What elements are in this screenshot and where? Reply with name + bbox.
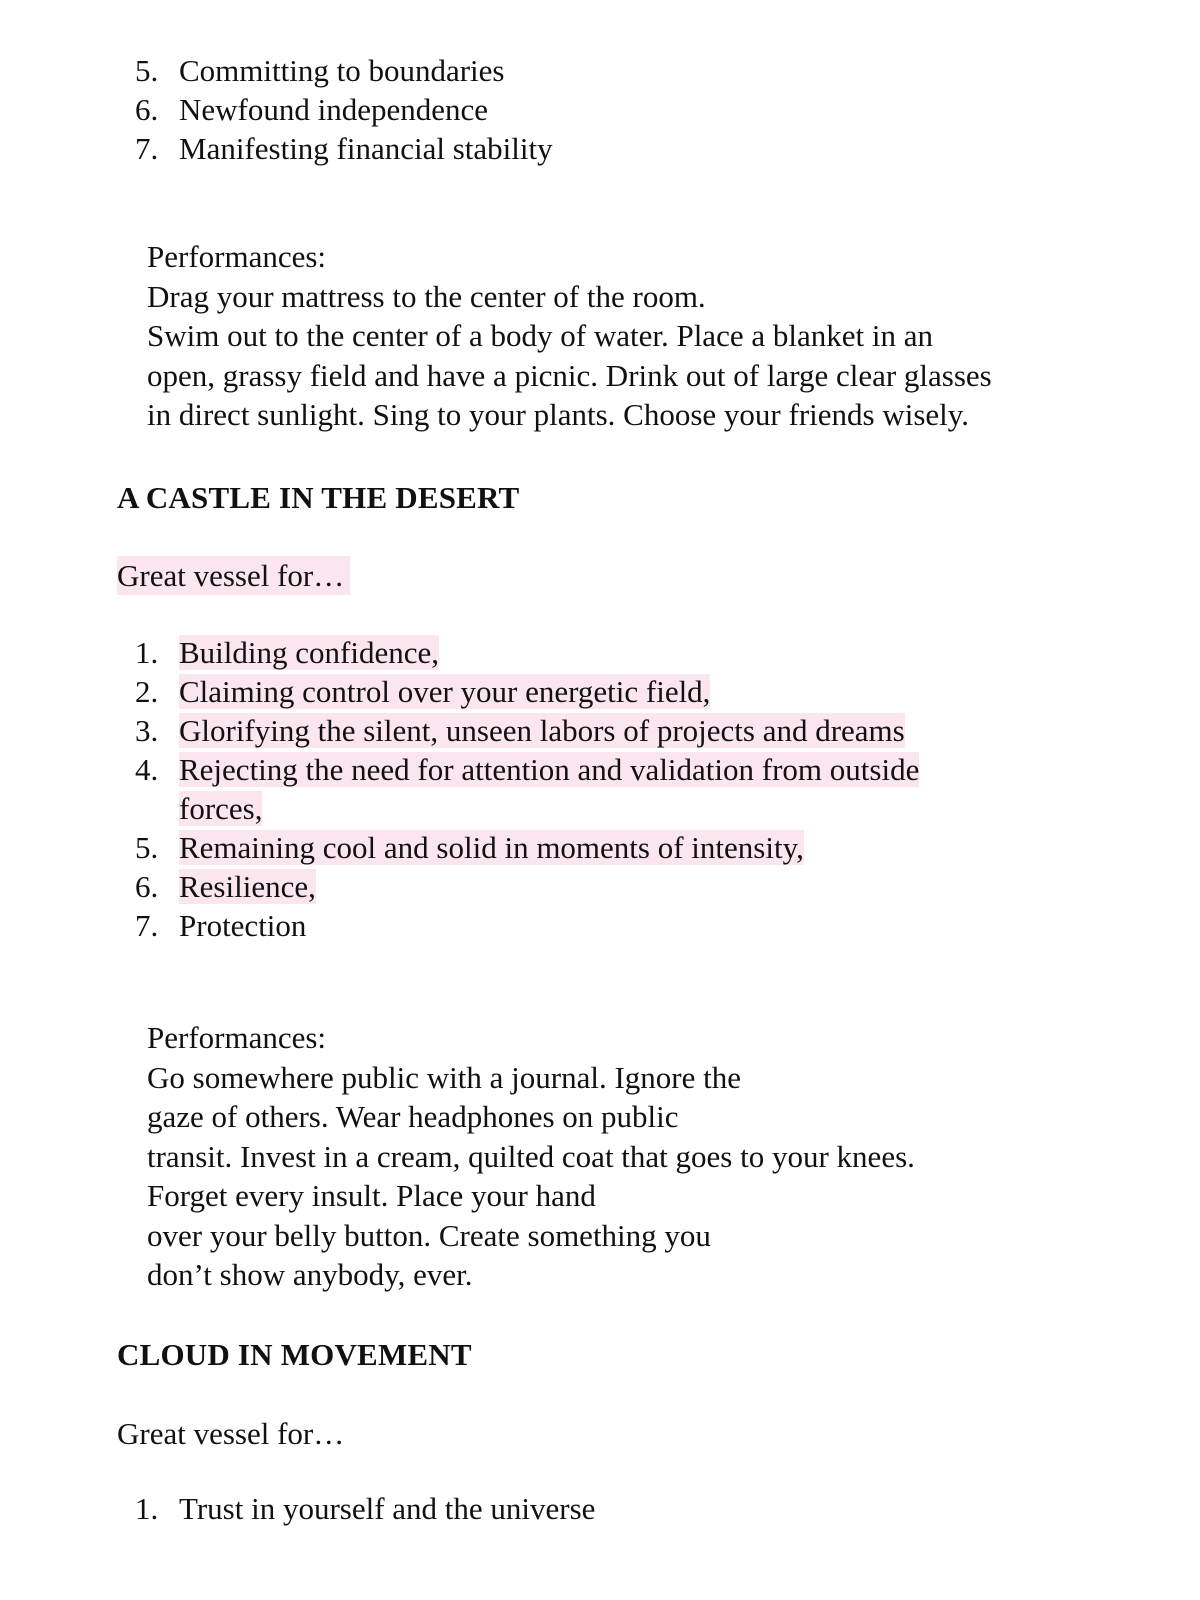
performance-line: don’t show anybody, ever. bbox=[147, 1257, 473, 1292]
vessel-intro bbox=[117, 1414, 344, 1454]
list-item bbox=[117, 906, 919, 945]
list-item bbox=[117, 711, 919, 750]
list-number: 2. bbox=[135, 674, 159, 709]
performance-line: over your belly button. Create something you bbox=[147, 1217, 711, 1253]
vessel-intro-text: Great vessel for… bbox=[117, 556, 350, 595]
performance-line: gaze of others. Wear headphones on public bbox=[147, 1099, 679, 1134]
list-item bbox=[117, 1489, 595, 1528]
list-item bbox=[117, 90, 553, 129]
vessel-intro-text: Great vessel for… bbox=[117, 1416, 345, 1451]
list-item-text: Claiming control over your energetic field, bbox=[179, 674, 711, 709]
performance-line: transit. Invest in a cream, quilted coat that goes to your knees. bbox=[147, 1138, 915, 1174]
list-number: 7. bbox=[135, 908, 159, 943]
list-item-text: Committing to boundaries bbox=[179, 53, 505, 88]
performances-block bbox=[147, 237, 992, 435]
list-item bbox=[117, 867, 919, 906]
performance-line: Forget every insult. Place your hand bbox=[147, 1178, 596, 1213]
list-number: 5. bbox=[135, 53, 159, 88]
list-castle bbox=[117, 633, 919, 945]
list-item-text: Resilience, bbox=[179, 869, 316, 904]
performance-line: open, grassy field and have a picnic. Drink out of large clear glasses bbox=[147, 357, 992, 393]
performances-block bbox=[147, 1018, 915, 1295]
performance-line: Go somewhere public with a journal. Ignore the bbox=[147, 1059, 741, 1095]
performance-line: in direct sunlight. Sing to your plants. Choose your friends wisely. bbox=[147, 397, 969, 432]
vessel-intro bbox=[117, 556, 350, 596]
list-item bbox=[117, 828, 919, 867]
performances-label: Performances: bbox=[147, 239, 327, 274]
list-item-text: Glorifying the silent, unseen labors of projects and dreams bbox=[179, 713, 905, 748]
list-number: 7. bbox=[135, 131, 159, 166]
section-heading: CLOUD IN MOVEMENT bbox=[117, 1337, 472, 1372]
list-number: 4. bbox=[135, 752, 159, 787]
list-item-text: Remaining cool and solid in moments of intensity, bbox=[179, 830, 804, 865]
list-item-text: Building confidence, bbox=[179, 635, 439, 670]
list-item-text: Newfound independence bbox=[179, 92, 489, 127]
list-top bbox=[117, 51, 553, 168]
list-item bbox=[117, 633, 919, 672]
performances-label: Performances: bbox=[147, 1020, 327, 1055]
list-number: 5. bbox=[135, 830, 159, 865]
list-item-text: Rejecting the need for attention and validation from outside bbox=[179, 752, 920, 787]
list-item-text: Manifesting financial stability bbox=[179, 131, 553, 166]
list-item-text: Protection bbox=[179, 908, 307, 943]
list-item bbox=[117, 672, 919, 711]
performance-line: Swim out to the center of a body of water. Place a blanket in an bbox=[147, 318, 933, 353]
list-item-text-continued: forces, bbox=[179, 791, 263, 826]
section-heading: A CASTLE IN THE DESERT bbox=[117, 480, 520, 515]
list-cloud bbox=[117, 1489, 595, 1528]
list-number: 6. bbox=[135, 869, 159, 904]
list-item-text: Trust in yourself and the universe bbox=[179, 1491, 596, 1526]
list-number: 1. bbox=[135, 635, 159, 670]
list-item bbox=[117, 750, 919, 828]
list-item bbox=[117, 51, 553, 90]
list-number: 3. bbox=[135, 713, 159, 748]
list-number: 6. bbox=[135, 92, 159, 127]
performance-line: Drag your mattress to the center of the room. bbox=[147, 278, 706, 314]
list-item bbox=[117, 129, 553, 168]
list-number: 1. bbox=[135, 1491, 159, 1526]
